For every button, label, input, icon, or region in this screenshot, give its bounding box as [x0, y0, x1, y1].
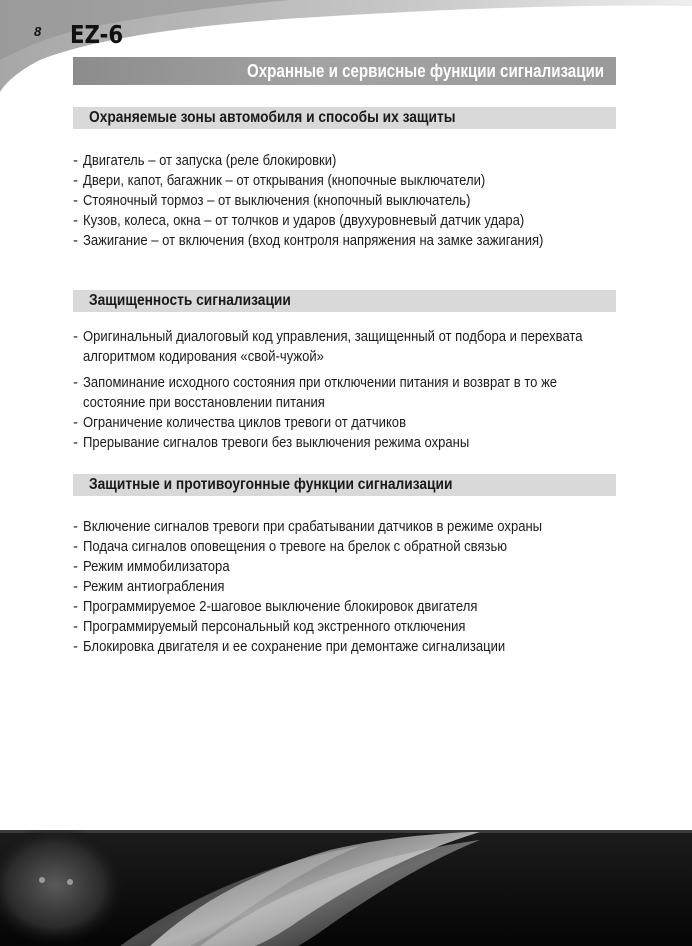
- list-item: - Зажигание – от включения (вход контроля напряжения на замке зажигания): [73, 231, 633, 251]
- section-title: Защитные и противоугонные функции сигнализации: [89, 476, 453, 493]
- section-title: Защищенность сигнализации: [89, 292, 291, 309]
- model-logo: EZ-6: [70, 20, 124, 49]
- bullet-list-security: [73, 327, 633, 453]
- list-item: - Режим антиограбления: [73, 577, 633, 597]
- section-title: Охраняемые зоны автомобиля и способы их защиты: [89, 109, 456, 126]
- list-item: - Режим иммобилизатора: [73, 557, 633, 577]
- list-item: - Оригинальный диалоговый код управления, защищенный от подбора и перехвата алгоритмом кодирования «свой-чужой»: [73, 327, 633, 367]
- list-item: - Включение сигналов тревоги при срабатывании датчиков в режиме охраны: [73, 517, 633, 537]
- bullet-list-antitheft: [73, 517, 633, 657]
- list-item: - Двигатель – от запуска (реле блокировки): [73, 151, 633, 171]
- list-item: - Блокировка двигателя и ее сохранение при демонтаже сигнализации: [73, 637, 633, 657]
- bullet-list-zones: [73, 151, 633, 251]
- main-banner-title: Охранные и сервисные функции сигнализации: [246, 60, 604, 81]
- page-number: 8: [34, 24, 42, 39]
- main-banner: [73, 57, 616, 85]
- list-item: - Подача сигналов оповещения о тревоге на брелок с обратной связью: [73, 537, 633, 557]
- list-item: - Ограничение количества циклов тревоги от датчиков: [73, 413, 633, 433]
- list-item: - Двери, капот, багажник – от открывания (кнопочные выключатели): [73, 171, 633, 191]
- list-item: - Стояночный тормоз – от выключения (кнопочный выключатель): [73, 191, 633, 211]
- section-header-antitheft: [73, 474, 616, 496]
- section-header-security: [73, 290, 616, 312]
- list-item: - Программируемый персональный код экстренного отключения: [73, 617, 633, 637]
- list-item: - Программируемое 2-шаговое выключение блокировок двигателя: [73, 597, 633, 617]
- footer-decoration: [0, 830, 692, 946]
- list-item: - Запоминание исходного состояния при отключении питания и возврат в то же состояние при восстановлении питания: [73, 373, 633, 413]
- list-item: - Кузов, колеса, окна – от толчков и ударов (двухуровневый датчик удара): [73, 211, 633, 231]
- list-item: - Прерывание сигналов тревоги без выключения режима охраны: [73, 433, 633, 453]
- section-header-zones: [73, 107, 616, 129]
